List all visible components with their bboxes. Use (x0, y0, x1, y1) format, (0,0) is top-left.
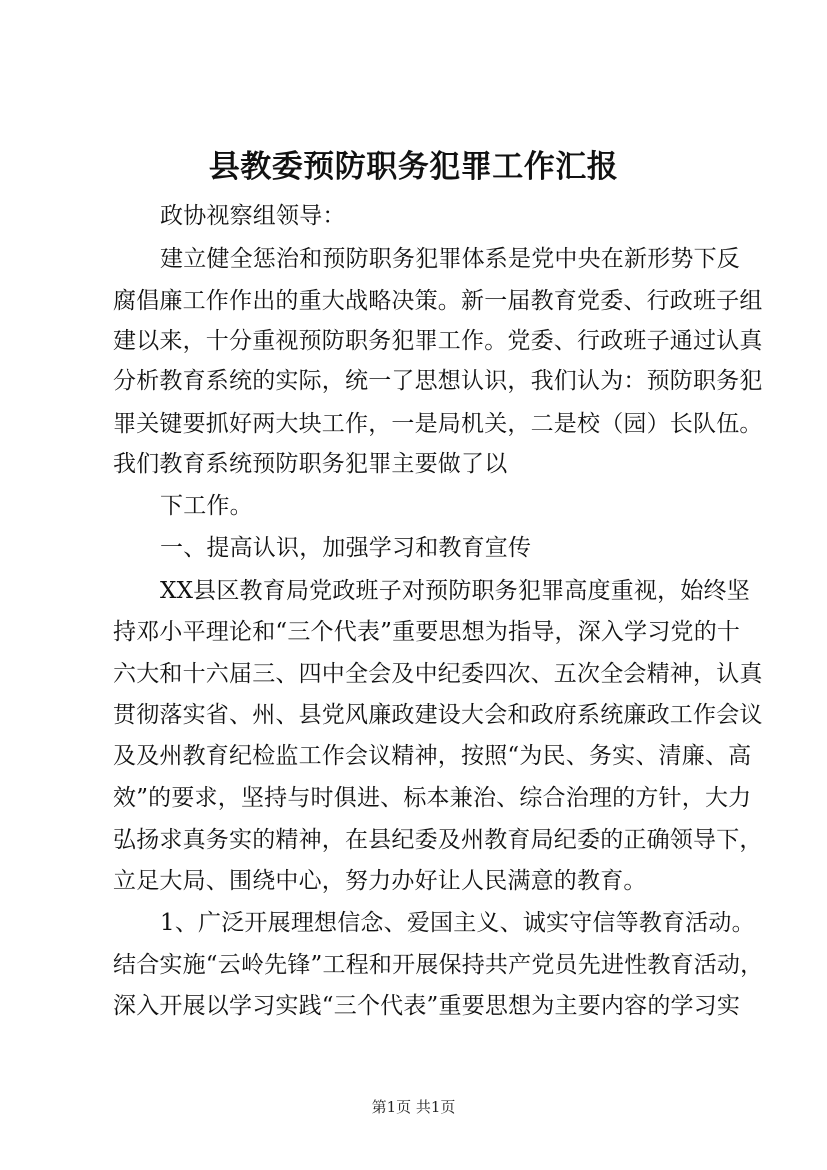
body-line: 弘扬求真务实的精神，在县纪委及州教育局纪委的正确领导下， (113, 827, 763, 853)
body-line: 建以来，十分重视预防职务犯罪工作。党委、行政班子通过认真 (113, 328, 763, 354)
body-line: 分析教育系统的实际，统一了思想认识，我们认为：预防职务犯 (113, 368, 763, 394)
body-line: 下工作。 (160, 493, 253, 519)
body-line: 我们教育系统预防职务犯罪主要做了以 (113, 451, 508, 477)
body-line: 建立健全惩治和预防职务犯罪体系是党中央在新形势下反 (160, 246, 740, 272)
body-line: 及及州教育纪检监工作会议精神，按照“为民、务实、清廉、高 (113, 743, 752, 769)
subsection-line: 1、广泛开展理想信念、爱国主义、诚实守信等教育活动。 (160, 910, 755, 936)
body-line: 罪关键要抓好两大块工作，一是局机关，二是校（园）长队伍。 (113, 411, 763, 437)
body-line: 贯彻落实省、州、县党风廉政建设大会和政府系统廉政工作会议 (113, 702, 763, 728)
body-line: 立足大局、围绕中心，努力办好让人民满意的教育。 (113, 868, 647, 894)
body-line: XX县区教育局党政班子对预防职务犯罪高度重视，始终坚 (160, 578, 750, 604)
page-number-footer: 第1页 共1页 (371, 1098, 456, 1116)
body-line: 深入开展以学习实践“三个代表”重要思想为主要内容的学习实 (113, 993, 741, 1019)
body-line: 六大和十六届三、四中全会及中纪委四次、五次全会精神，认真 (113, 661, 763, 687)
salutation-line: 政协视察组领导： (160, 203, 346, 229)
body-line: 持邓小平理论和“三个代表”重要思想为指导，深入学习党的十 (113, 619, 741, 645)
body-line: 结合实施“云岭先锋”工程和开展保持共产党员先进性教育活动， (113, 952, 764, 978)
body-line: 效”的要求，坚持与时俱进、标本兼治、综合治理的方针，大力 (113, 785, 752, 811)
section-heading: 一、提高认识，加强学习和教育宣传 (160, 535, 532, 561)
body-line: 腐倡廉工作作出的重大战略决策。新一届教育党委、行政班子组 (113, 288, 763, 314)
document-title: 县教委预防职务犯罪工作汇报 (208, 149, 619, 185)
